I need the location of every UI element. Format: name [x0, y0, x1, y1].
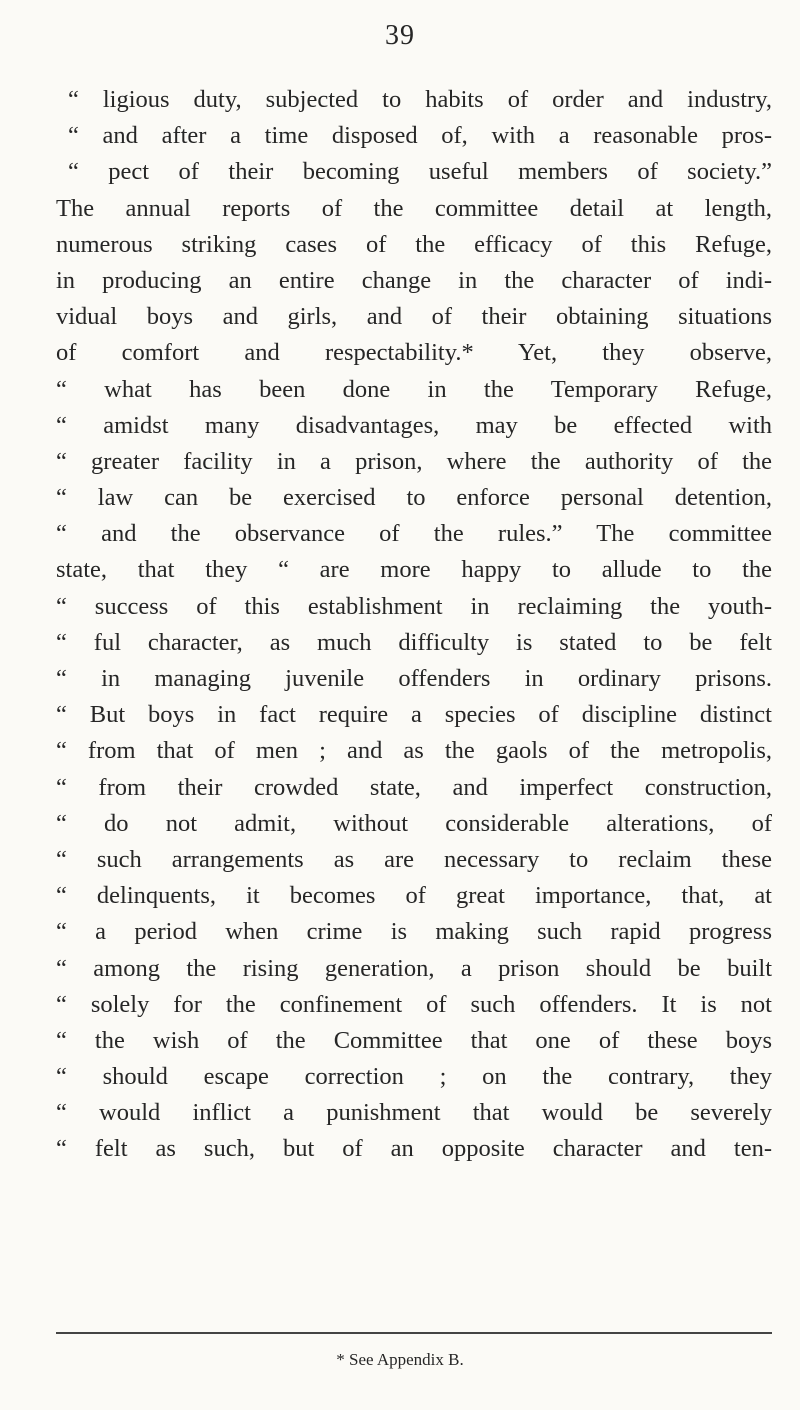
footnote-divider: [56, 1332, 772, 1334]
text-line: “ ful character, as much difficulty is stated to be felt: [56, 628, 772, 656]
text-line: “ ligious duty, subjected to habits of order and industry,: [68, 86, 772, 113]
text-line: “ pect of their becoming useful members of society.”: [68, 158, 772, 186]
page-number: 39: [385, 20, 415, 51]
text-line: The annual reports of the committee detail at length,: [56, 194, 772, 222]
text-line: “ do not admit, without considerable alterations, of: [56, 809, 772, 837]
text-line: “ law can be exercised to enforce personal detention,: [56, 484, 772, 512]
text-line: “ such arrangements as are necessary to reclaim these: [56, 845, 772, 873]
text-line: “ But boys in fact require a species of discipline distinct: [56, 701, 772, 729]
text-line: “ in managing juvenile offenders in ordinary prisons.: [56, 665, 772, 692]
text-line: “ solely for the confinement of such offenders. It is not: [56, 990, 772, 1018]
text-line: vidual boys and girls, and of their obtaining situations: [56, 303, 772, 331]
text-line: “ would inflict a punishment that would be severely: [56, 1099, 772, 1127]
text-line: “ and the observance of the rules.” The committee: [56, 520, 772, 548]
body-text: [56, 82, 772, 1168]
text-line: “ felt as such, but of an opposite character and ten-: [56, 1135, 772, 1163]
text-line: “ what has been done in the Temporary Refuge,: [56, 375, 772, 403]
text-line: numerous striking cases of the efficacy of this Refuge,: [56, 230, 772, 258]
text-line: “ success of this establishment in reclaiming the youth-: [56, 592, 772, 620]
text-line: “ and after a time disposed of, with a reasonable pros-: [68, 122, 772, 150]
text-line: “ the wish of the Committee that one of these boys: [56, 1026, 772, 1054]
text-line: of comfort and respectability.* Yet, they observe,: [56, 339, 772, 367]
text-line: state, that they “ are more happy to allude to the: [56, 556, 772, 584]
text-line: “ greater facility in a prison, where the authority of the: [56, 447, 772, 475]
text-line: “ a period when crime is making such rapid progress: [56, 918, 772, 946]
text-line: “ among the rising generation, a prison should be built: [56, 954, 772, 982]
text-line: “ delinquents, it becomes of great importance, that, at: [56, 882, 772, 910]
footnote: * See Appendix B.: [336, 1350, 464, 1369]
text-line: in producing an entire change in the character of indi-: [56, 266, 772, 294]
text-line: “ amidst many disadvantages, may be effected with: [56, 411, 772, 439]
text-line: “ from that of men ; and as the gaols of the metropolis,: [56, 737, 772, 765]
text-line: “ should escape correction ; on the contrary, they: [56, 1063, 772, 1091]
text-line: “ from their crowded state, and imperfect construction,: [56, 773, 772, 801]
